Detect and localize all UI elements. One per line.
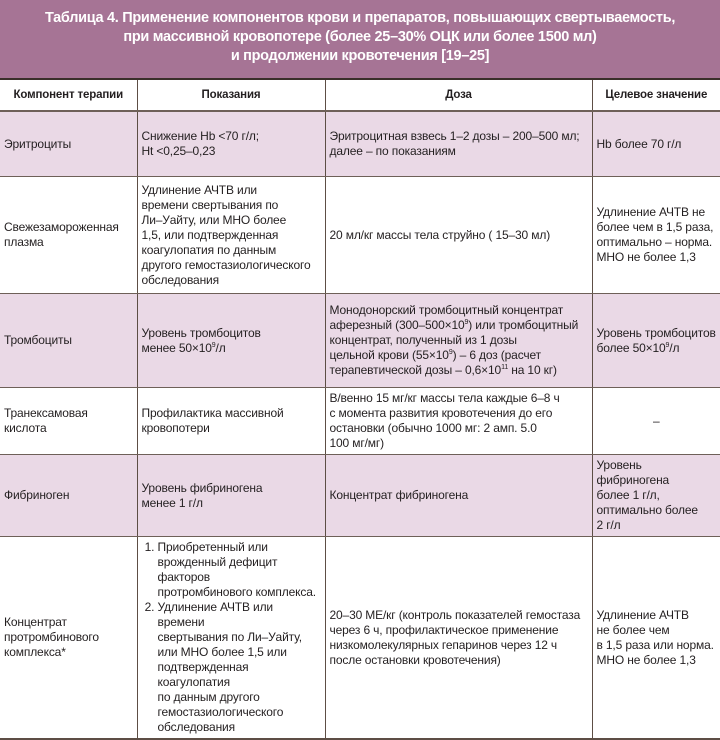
- cell-component: [0, 455, 137, 537]
- cell-indications: [137, 455, 325, 537]
- indications-line: 1. Приобретенный или: [157, 540, 268, 554]
- target-line: более чем в 1,5 раза,: [596, 220, 714, 234]
- target-line: Уровень фибриногена: [596, 458, 670, 487]
- target-line: Удлинение АЧТВ не: [596, 205, 706, 219]
- indications-line: Ht <0,25–0,23: [141, 144, 216, 158]
- cell-target: [592, 537, 720, 740]
- cell-dose: [325, 111, 592, 177]
- component-name: Свежезамороженная: [4, 220, 119, 234]
- cell-dose: [325, 455, 592, 537]
- text: цельной крови (55×10: [329, 348, 449, 362]
- text: на 10 кг): [508, 363, 557, 377]
- cell-target: [592, 177, 720, 294]
- cell-component: [0, 388, 137, 455]
- column-header-dose: Доза: [325, 79, 592, 111]
- indications-list-item: [158, 540, 321, 600]
- superscript: 11: [501, 364, 509, 371]
- blood-components-table: [0, 78, 720, 740]
- dose-line: Эритроцитная взвесь 1–2 дозы – 200–500 мл;: [329, 129, 580, 143]
- dose-line: 100 мг/мг): [329, 436, 384, 450]
- dose-line: Концентрат фибриногена: [329, 488, 469, 502]
- indications-line: менее 1 г/л: [141, 495, 203, 510]
- table-header-row: [0, 79, 720, 111]
- component-name: Эритроциты: [4, 136, 72, 151]
- target-line: оптимально – норма.: [596, 235, 713, 249]
- target-line: более 1 г/л,: [596, 488, 660, 502]
- cell-dose: [325, 388, 592, 455]
- column-header-component: Компонент терапии: [0, 79, 137, 111]
- cell-indications: [137, 388, 325, 455]
- indications-line: другого гемостазиологического: [141, 257, 311, 272]
- dose-line: после остановки кровотечения): [329, 652, 501, 667]
- cell-indications: [137, 537, 325, 740]
- indications-list-item: [158, 600, 321, 735]
- target-line: Hb более 70 г/л: [596, 136, 682, 151]
- indications-line: Профилактика массивной: [141, 406, 284, 420]
- cell-component: [0, 111, 137, 177]
- indications-line: протромбинового комплекса.: [157, 585, 316, 599]
- text: /л: [215, 340, 226, 355]
- text: более 50×10: [596, 340, 666, 355]
- table-row: [0, 294, 720, 388]
- dose-line: низкомолекулярных гепаринов через 12 ч: [329, 637, 558, 652]
- column-header-target: Целевое значение: [592, 79, 720, 111]
- component-name: комплекса*: [4, 645, 66, 659]
- indications-line: Снижение Hb <70 г/л;: [141, 129, 259, 143]
- target-line: МНО не более 1,3: [596, 250, 696, 264]
- text: /л: [669, 340, 680, 355]
- cell-component: [0, 294, 137, 388]
- cell-indications: [137, 111, 325, 177]
- indications-line: обследования: [141, 272, 219, 287]
- indications-line: обследования: [157, 720, 235, 734]
- indications-line: коагулопатия по данным: [141, 242, 277, 257]
- text: ) или тромбоцитный: [468, 318, 579, 332]
- target-line: [597, 341, 717, 356]
- table-title-line: Таблица 4. Применение компонентов крови и препаратов, повышающих свертываемость,: [44, 10, 676, 26]
- indications-line: 2. Удлинение АЧТВ или времени: [157, 600, 273, 629]
- superscript: 9: [211, 341, 216, 349]
- text: терапевтической дозы – 0,6×10: [329, 363, 502, 377]
- cell-target: [592, 455, 720, 537]
- target-line: Уровень тромбоцитов: [596, 325, 716, 340]
- indications-list: [142, 540, 321, 735]
- target-line: –: [652, 413, 660, 428]
- indications-line: подтвержденная коагулопатия: [157, 660, 249, 689]
- cell-target: [592, 294, 720, 388]
- indications-line: 1,5, или подтвержденная: [141, 227, 279, 242]
- text: менее 50×10: [141, 340, 212, 355]
- cell-target: [592, 111, 720, 177]
- superscript: 9: [448, 349, 453, 356]
- indications-line: [142, 341, 321, 356]
- component-name: Концентрат: [4, 615, 67, 629]
- indications-line: или МНО более 1,5 или: [157, 645, 287, 659]
- indications-line: врожденный дефицит факторов: [157, 555, 278, 584]
- table-title-line: и продолжении кровотечения [19–25]: [230, 48, 490, 64]
- cell-dose: [325, 294, 592, 388]
- superscript: 9: [464, 319, 469, 326]
- table-row: [0, 177, 720, 294]
- superscript: 9: [665, 341, 670, 349]
- table-row: [0, 537, 720, 740]
- dose-line: В/венно 15 мг/кг массы тела каждые 6–8 ч: [329, 391, 560, 405]
- cell-target: [592, 388, 720, 455]
- dose-line: 20–30 МЕ/кг (контроль показателей гемостаза: [329, 607, 581, 622]
- dose-line: [330, 348, 588, 363]
- target-line: в 1,5 раза или норма.: [596, 637, 714, 652]
- column-header-indications: Показания: [137, 79, 325, 111]
- cell-component: [0, 177, 137, 294]
- indications-line: гемостазиологического: [157, 705, 284, 719]
- dose-line: [330, 318, 588, 333]
- target-line: оптимально более: [596, 503, 698, 517]
- indications-line: времени свертывания по: [141, 197, 279, 212]
- dose-line: остановки (обычно 1000 мг: 2 амп. 5.0: [329, 421, 537, 435]
- indications-line: по данным другого: [157, 690, 260, 704]
- indications-line: Ли–Уайту, или МНО более: [141, 212, 287, 227]
- target-line: МНО не более 1,3: [596, 652, 696, 667]
- component-name: плазма: [4, 235, 44, 249]
- table-title: [0, 0, 720, 78]
- dose-line: с момента развития кровотечения до его: [329, 406, 553, 420]
- component-name: Транексамовая кислота: [4, 406, 88, 435]
- dose-line: далее – по показаниям: [329, 144, 456, 158]
- target-line: 2 г/л: [596, 518, 621, 532]
- dose-line: 20 мл/кг массы тела струйно ( 15–30 мл): [329, 227, 551, 242]
- cell-indications: [137, 294, 325, 388]
- target-line: не более чем: [596, 622, 670, 637]
- dose-line: через 6 ч, профилактическое применение: [329, 622, 559, 637]
- target-line: Удлинение АЧТВ: [596, 607, 689, 622]
- text: аферезный (300–500×10: [329, 318, 465, 332]
- indications-line: Уровень тромбоцитов: [141, 325, 261, 340]
- cell-dose: [325, 537, 592, 740]
- indications-line: Уровень фибриногена: [141, 480, 263, 495]
- table-row: [0, 111, 720, 177]
- dose-line: концентрат, полученный из 1 дозы: [329, 333, 517, 347]
- component-name: Фибриноген: [4, 488, 70, 502]
- indications-line: Удлинение АЧТВ или: [141, 182, 257, 197]
- table-row: [0, 388, 720, 455]
- component-name: Тромбоциты: [4, 333, 72, 347]
- text: ) – 6 доз (расчет: [452, 348, 541, 362]
- table-row: [0, 455, 720, 537]
- indications-line: кровопотери: [141, 421, 210, 435]
- dose-line: Монодонорский тромбоцитный концентрат: [329, 303, 564, 317]
- table-title-line: при массивной кровопотере (более 25–30% ОЦК или более 1500 мл): [123, 29, 597, 45]
- indications-line: свертывания по Ли–Уайту,: [157, 630, 302, 644]
- cell-component: [0, 537, 137, 740]
- component-name: протромбинового: [4, 630, 99, 644]
- cell-indications: [137, 177, 325, 294]
- cell-dose: [325, 177, 592, 294]
- dose-line: [330, 363, 588, 378]
